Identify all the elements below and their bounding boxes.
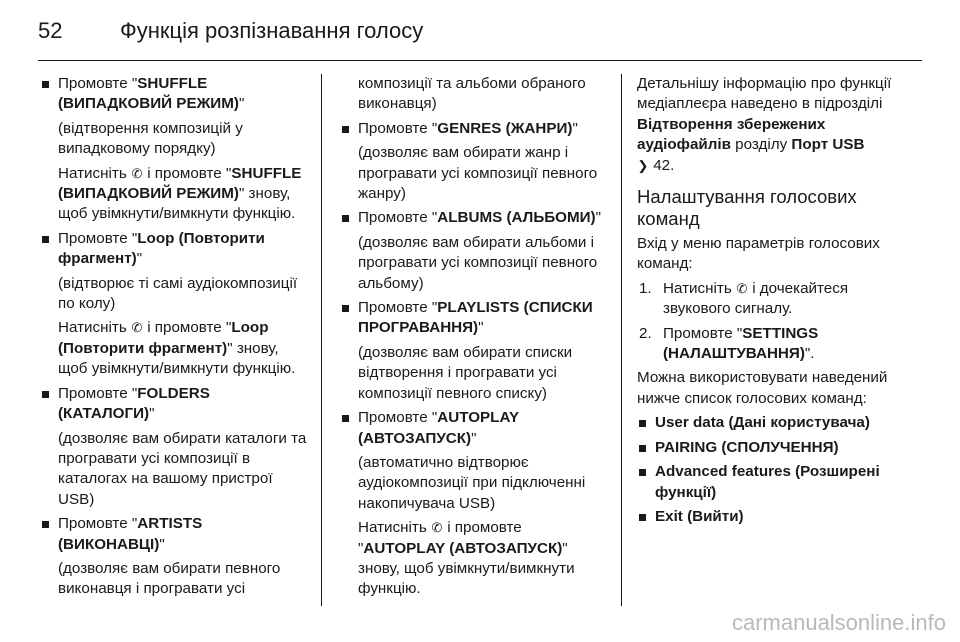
text: і промовте " [142, 164, 232, 182]
page-reference: 42. [653, 156, 675, 174]
text: " знову, щоб увімкнути/вимкнути функцію. [58, 339, 296, 378]
command-settings: SETTINGS (НАЛАШТУВАННЯ) [663, 324, 819, 363]
column-3 [637, 74, 915, 531]
artists-description: (дозволяє вам обирати певного виконавця і програвати усі [58, 559, 281, 598]
command-advanced-features: Advanced features (Розширені функції) [655, 463, 880, 501]
page-header [38, 18, 922, 48]
loop-toggle-instruction [40, 318, 308, 379]
text: Промовте " [358, 409, 438, 427]
command-autoplay: AUTOPLAY (АВТОЗАПУСК) [363, 539, 563, 557]
command-artists: ARTISTS (ВИКОНАВЦІ) [58, 515, 203, 553]
voice-button-icon: ✆ [736, 280, 748, 296]
menu-intro: Вхід у меню параметрів голосових команд: [637, 235, 880, 273]
header-divider [38, 60, 922, 61]
text: " [572, 119, 578, 137]
text: ". [804, 345, 815, 363]
text: Промовте " [358, 209, 438, 227]
command-albums: ALBUMS (АЛЬБОМИ) [437, 209, 596, 227]
text: Детальнішу інформацію про функції медіаплеєра наведено в підрозділі [637, 75, 892, 113]
text: і промовте " [142, 319, 232, 337]
voice-button-icon: ✆ [431, 520, 443, 536]
media-player-reference [637, 74, 915, 176]
bullet-shuffle [40, 74, 308, 115]
text: " [136, 250, 143, 268]
bullet-playlists [340, 298, 608, 339]
text: " [149, 405, 155, 423]
bullet-genres [340, 119, 608, 139]
text: Промовте " [58, 75, 138, 92]
loop-description: (відтворює ті самі аудіокомпозиції по колу) [58, 274, 298, 313]
text: " [478, 319, 484, 337]
albums-description: (дозволяє вам обирати альбоми і програвати усі композиції певного альбому) [358, 233, 598, 292]
bullet-pairing [637, 438, 915, 458]
text: " [238, 95, 245, 113]
folders-description: (дозволяє вам обирати каталоги та програвати усі композиції в каталогах на вашому пристрої USB) [58, 429, 307, 508]
command-pairing: PAIRING (СПОЛУЧЕННЯ) [655, 438, 839, 456]
command-user-data: User data (Дані користувача) [655, 414, 870, 432]
autoplay-toggle-instruction [340, 518, 608, 600]
bullet-user-data [637, 413, 915, 433]
step-number: 1. [639, 279, 652, 297]
reference-section: Відтворення збережених аудіофайлів [637, 115, 826, 154]
step-2 [637, 324, 915, 365]
text: розділу [730, 136, 792, 154]
watermark: carmanualsonline.info [731, 610, 946, 635]
column-divider-1 [321, 74, 322, 606]
text: " знову, щоб увімкнути/вимкнути функцію. [358, 539, 575, 598]
page-title: Функція розпізнавання голосу [120, 18, 424, 43]
page-number: 52 [38, 18, 63, 43]
bullet-albums [340, 208, 608, 228]
command-exit: Exit (Вийти) [655, 507, 744, 525]
bullet-artists [40, 514, 308, 555]
text: і промовте " [358, 519, 522, 557]
playlists-description: (дозволяє вам обирати списки відтворення і програвати усі композиції певного списку) [358, 343, 573, 402]
shuffle-toggle-instruction [40, 164, 308, 225]
command-playlists: PLAYLISTS (СПИСКИ ПРОГРАВАННЯ) [358, 299, 593, 337]
text: " знову, щоб увімкнути/вимкнути функцію. [58, 185, 296, 223]
autoplay-description: (автоматично відтворює аудіокомпозиції при підключенні накопичувача USB) [358, 453, 586, 512]
text: Натисніть [58, 164, 131, 182]
page-reference-icon: ❯ [637, 157, 649, 173]
section-heading: Налаштування голосових команд [637, 186, 857, 230]
text: Промовте " [358, 119, 438, 137]
command-loop: Loop (Повторити фрагмент) [58, 229, 265, 268]
voice-button-icon: ✆ [131, 320, 143, 336]
text: і дочекайтеся звукового сигналу. [663, 279, 849, 318]
step-1 [637, 279, 915, 320]
column-1 [40, 74, 308, 604]
command-loop: Loop (Повторити фрагмент) [58, 319, 269, 357]
reference-chapter: Порт USB [791, 136, 865, 154]
column-divider-2 [621, 74, 622, 606]
bullet-advanced [637, 462, 915, 503]
text: Промовте " [58, 384, 138, 402]
text: Натисніть [58, 319, 131, 337]
command-autoplay: AUTOPLAY (АВТОЗАПУСК) [358, 409, 519, 447]
shuffle-description: (відтворення композицій у випадковому порядку) [58, 119, 243, 158]
column-2 [340, 74, 608, 604]
text: Промовте " [358, 299, 438, 317]
bullet-loop [40, 229, 308, 270]
text: " [595, 209, 602, 227]
text: Промовте " [58, 515, 138, 533]
voice-button-icon: ✆ [131, 165, 143, 181]
text: Промовте " [58, 229, 138, 247]
text: Промовте " [663, 324, 743, 342]
step-number: 2. [639, 324, 652, 342]
text: Натисніть [358, 519, 431, 537]
text: Натисніть [663, 279, 736, 297]
command-genres: GENRES (ЖАНРИ) [437, 119, 573, 137]
genres-description: (дозволяє вам обирати жанр і програвати усі композиції певного жанру) [358, 144, 598, 203]
list-intro: Можна використовувати наведений нижче список голосових команд: [637, 369, 888, 407]
command-folders: FOLDERS (КАТАЛОГИ) [58, 384, 210, 423]
bullet-folders [40, 384, 308, 425]
command-shuffle: SHUFFLE (ВИПАДКОВИЙ РЕЖИМ) [58, 75, 239, 113]
command-shuffle: SHUFFLE (ВИПАДКОВИЙ РЕЖИМ) [58, 164, 302, 203]
text: " [471, 429, 477, 447]
text: " [159, 535, 165, 553]
bullet-autoplay [340, 408, 608, 449]
artists-description-continued: композиції та альбоми обраного виконавця) [358, 75, 586, 113]
bullet-exit [637, 507, 915, 527]
